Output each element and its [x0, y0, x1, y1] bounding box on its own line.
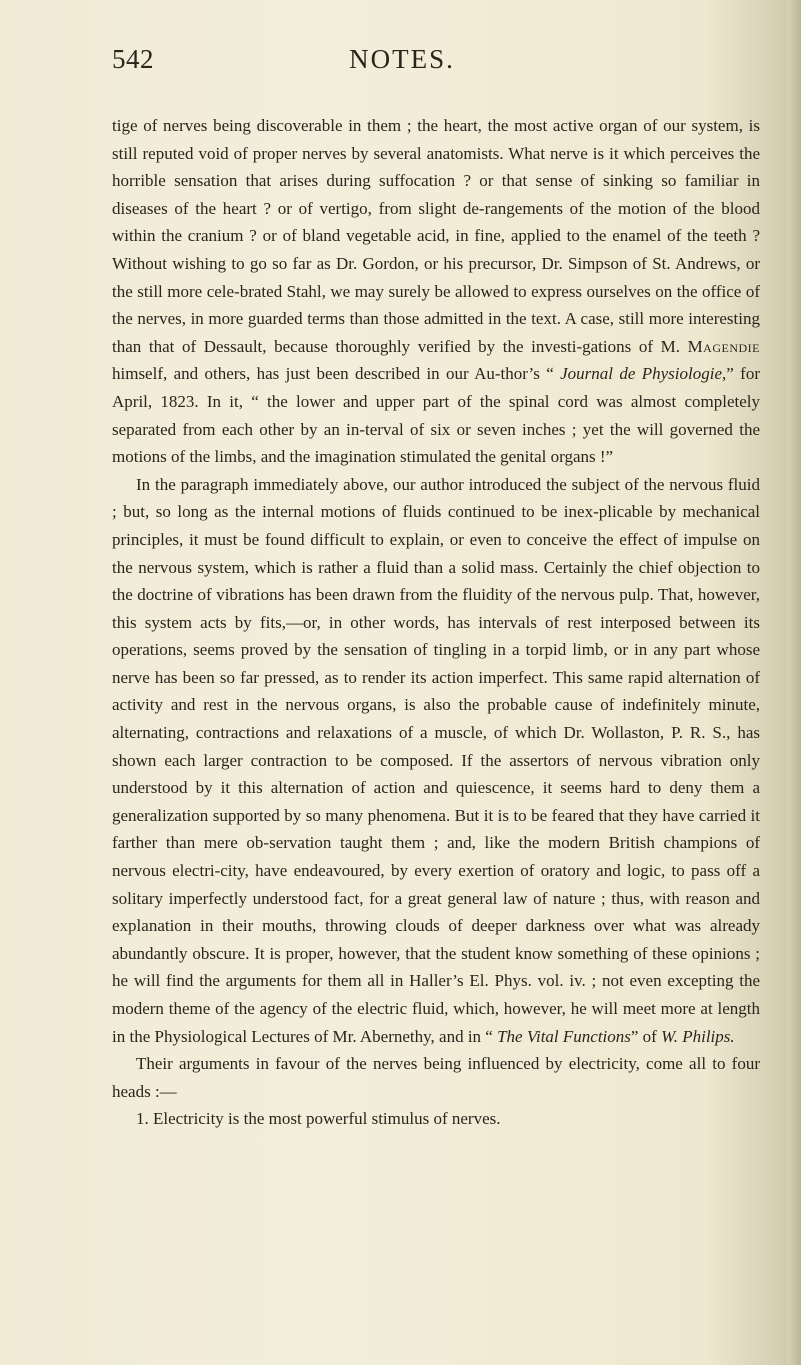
journal-title: Journal de Physiologie, — [560, 364, 727, 384]
text-run: 1. Electricity is the most powerful stimulus of nerves. — [136, 1109, 501, 1129]
page-edge-shadow — [787, 0, 801, 1365]
list-item-1 — [112, 1105, 760, 1133]
page-number: 542 — [112, 44, 154, 74]
text-run: himself, and others, has just been described in our Au-thor’s “ — [112, 364, 561, 384]
author-name-magendie: Magendie — [687, 336, 760, 356]
paragraph-3 — [112, 1050, 760, 1105]
paragraph-1 — [112, 112, 760, 471]
text-run: Their arguments in favour of the nerves being influenced by electricity, come all to four heads :— — [112, 1054, 760, 1101]
text-run: tige of nerves being discoverable in them ; the heart, the most active organ of our system, is still reputed void of proper nerves by several anatomists. What nerve is it which perceives the horrible sensation that arises during suffocation ? or that sense of sinking so familiar in diseases of the heart ? or of vertigo, from slight de-rangements of the motion of the blood within the cranium ? or of bland vegetable acid, in fine, applied to the enamel of the teeth ? Without wishing to go so far as Dr. Gordon, or his precursor, Dr. Simpson of St. Andrews, or the still more cele-brated Stahl, we may surely be allowed to express ourselves on the office of the nerves, in more guarded terms than those admitted in the text. A case, still more interesting than that of Dessault, because thoroughly verified by the investi-gations of M. — [112, 116, 760, 356]
running-head: NOTES. — [349, 44, 455, 74]
text-run: ” of — [630, 1026, 662, 1046]
notes-body — [112, 112, 760, 1133]
page-header — [112, 44, 692, 84]
text-run: In the paragraph immediately above, our author introduced the subject of the nervous fluid ; but, so long as the internal motions of fluids continued to be inex-plicable by mechanical principles, it must be found difficult to explain, or even to conceive the effect of impulse on the nervous system, which is rather a fluid than a solid mass. Certainly the chief objection to the doctrine of vibrations has been drawn from the fluidity of the nervous pulp. That, however, this system acts by fits,—or, in other words, has intervals of rest interposed between its operations, seems proved by the sensation of tingling in a torpid limb, or in any part whose nerve has been so far pressed, as to render its action imperfect. This same rapid alternation of activity and rest in the nervous organs, is also the probable cause of indefinitely minute, alternating, contractions and relaxations of a muscle, of which Dr. Wollaston, P. R. S., has shown each larger contraction to be composed. If the assertors of nervous vibration only understood by it this alternation of action and quiescence, it seems hard to deny them a generalization supported by so many phenomena. But it is to be feared that they have carried it farther than mere ob-servation taught them ; and, like the modern British champions of nervous electri-city, have endeavoured, by every exertion of oratory and logic, to pass off a solitary imperfectly understood fact, for a great general law of nature ; thus, with reason and explanation in their mouths, throwing clouds of deeper darkness over what was already abundantly obscure. It is proper, however, that the student know something of these opinions ; he will find the arguments for them all in Haller’s El. Phys. vol. iv. ; not even excepting the modern theme of the agency of the electric fluid, which, however, he will meet more at length in the Physiological Lectures of Mr. Abernethy, and in “ — [112, 474, 760, 1046]
text-run: ” for April, 1823. In it, “ the lower and upper part of the spinal cord was almost completely separated from each other by an in-terval of six or seven inches ; yet the will governed the motions of the limbs, and the imagination stimulated the genital organs !” — [112, 364, 760, 467]
author-name-philips: W. Philips. — [661, 1026, 735, 1046]
book-title-vital-functions: The Vital Functions — [497, 1026, 631, 1046]
paragraph-2 — [112, 471, 760, 1050]
